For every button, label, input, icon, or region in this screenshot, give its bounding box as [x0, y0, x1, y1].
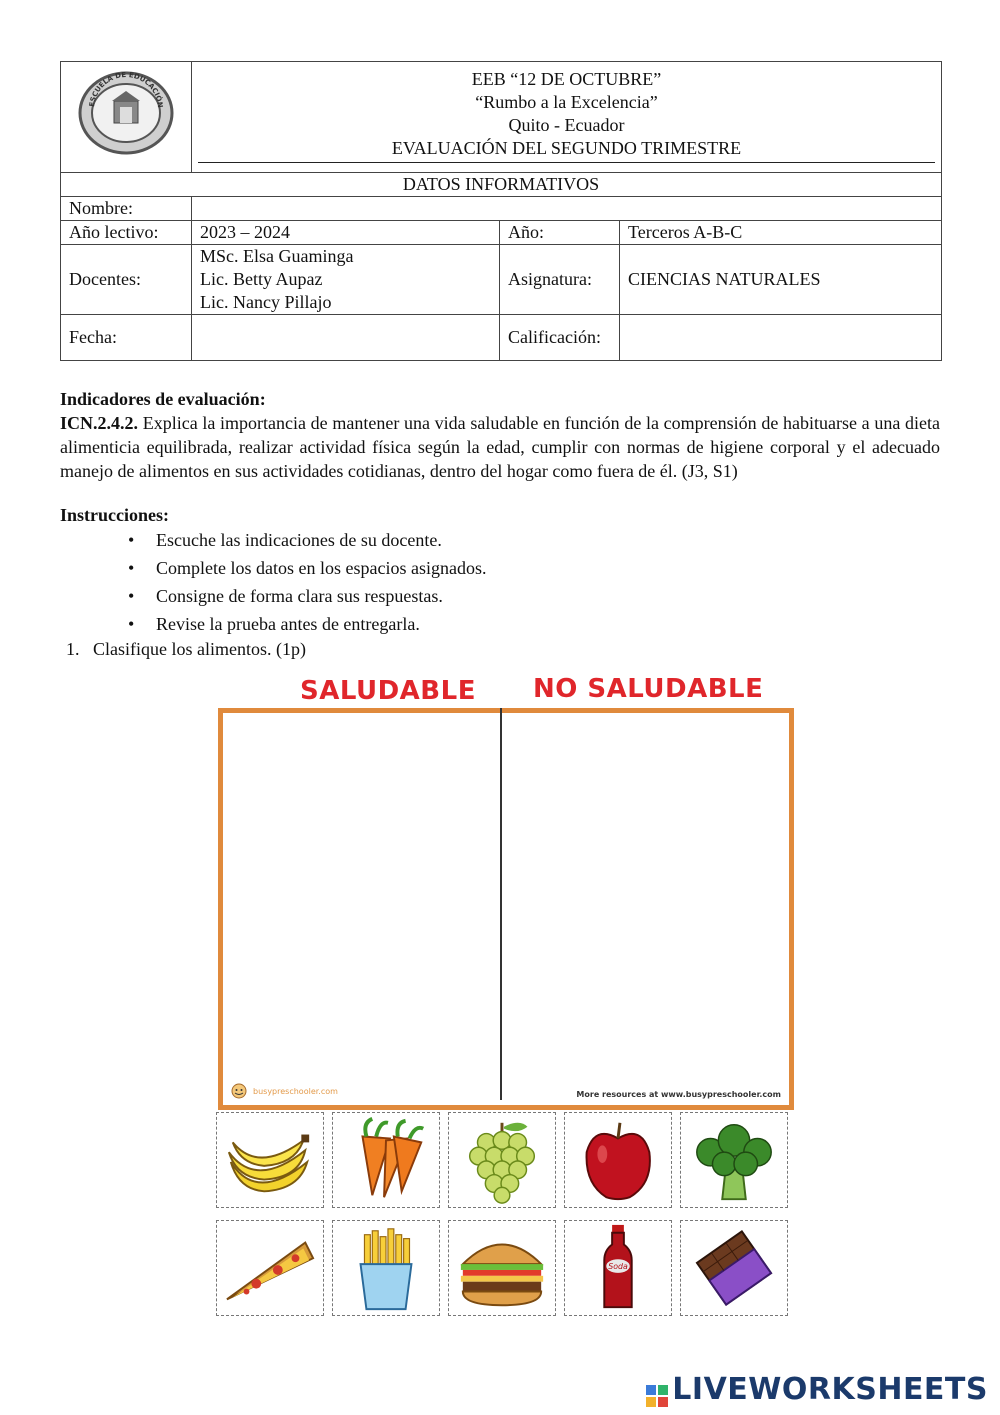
exam-title: EVALUACIÓN DEL SEGUNDO TRIMESTRE	[198, 137, 935, 163]
board-divider	[500, 708, 502, 1100]
food-card-apple[interactable]	[564, 1112, 672, 1208]
food-card-chocolate[interactable]	[680, 1220, 788, 1316]
anio-lectivo-label: Año lectivo:	[61, 221, 192, 245]
school-logo-icon	[76, 69, 176, 159]
indicator-code: ICN.2.4.2.	[60, 413, 139, 433]
food-card-fries[interactable]	[332, 1220, 440, 1316]
credit-right: More resources at www.busypreschooler.com	[576, 1090, 781, 1099]
credit-left-text: busypreschooler.com	[253, 1086, 338, 1096]
carrot-icon	[333, 1113, 439, 1207]
banana-icon	[217, 1113, 323, 1207]
liveworksheets-text: LIVEWORKSHEETS	[672, 1372, 988, 1407]
indicators-paragraph	[60, 411, 940, 483]
food-card-banana[interactable]	[216, 1112, 324, 1208]
food-card-broccoli[interactable]	[680, 1112, 788, 1208]
indicators-heading: Indicadores de evaluación:	[60, 389, 266, 409]
school-name: EEB “12 DE OCTUBRE”	[471, 68, 662, 89]
instruction-item: • Complete los datos en los espacios asignados.	[120, 555, 486, 583]
nombre-label: Nombre:	[61, 197, 192, 221]
food-card-burger[interactable]	[448, 1220, 556, 1316]
instructions-list	[120, 527, 486, 639]
soda-icon	[565, 1221, 671, 1315]
calificacion-field[interactable]	[620, 315, 942, 361]
liveworksheets-watermark	[646, 1372, 988, 1407]
drop-zone-saludable[interactable]	[223, 713, 500, 1105]
fries-icon	[333, 1221, 439, 1315]
asignatura-label: Asignatura:	[500, 245, 620, 315]
fecha-field[interactable]	[192, 315, 500, 361]
calificacion-label: Calificación:	[500, 315, 620, 361]
food-card-grapes[interactable]	[448, 1112, 556, 1208]
sorting-board	[218, 708, 794, 1110]
docente-item: Lic. Betty Aupaz	[200, 269, 323, 289]
liveworksheets-logo-icon	[646, 1380, 668, 1402]
broccoli-icon	[681, 1113, 787, 1207]
drop-zone-no-saludable[interactable]	[503, 713, 789, 1105]
docentes-list	[192, 245, 500, 315]
question-1: 1. Clasifique los alimentos. (1p)	[66, 639, 306, 659]
pizza-icon	[217, 1221, 323, 1315]
section-title: DATOS INFORMATIVOS	[61, 173, 942, 197]
header-table	[60, 61, 942, 361]
asignatura-value: CIENCIAS NATURALES	[620, 245, 942, 315]
docentes-label: Docentes:	[61, 245, 192, 315]
apple-icon	[565, 1113, 671, 1207]
anio-label: Año:	[500, 221, 620, 245]
docente-item: MSc. Elsa Guaminga	[200, 246, 354, 266]
credit-left	[229, 1083, 338, 1099]
food-card-carrot[interactable]	[332, 1112, 440, 1208]
instruction-item: • Consigne de forma clara sus respuestas.	[120, 583, 486, 611]
docente-item: Lic. Nancy Pillajo	[200, 292, 332, 312]
soda-label: Soda	[608, 1261, 628, 1271]
school-city: Quito - Ecuador	[508, 114, 625, 135]
column-title-saludable: SALUDABLE	[300, 676, 476, 706]
school-header	[192, 62, 942, 173]
nombre-field[interactable]	[192, 197, 942, 221]
smiley-icon	[229, 1083, 249, 1099]
instruction-item: • Escuche las indicaciones de su docente.	[120, 527, 486, 555]
food-card-soda[interactable]	[564, 1220, 672, 1316]
school-motto: “Rumbo a la Excelencia”	[475, 91, 658, 112]
instructions-heading: Instrucciones:	[60, 505, 169, 525]
chocolate-icon	[681, 1221, 787, 1315]
anio-value: Terceros A-B-C	[620, 221, 942, 245]
anio-lectivo-value: 2023 – 2024	[192, 221, 500, 245]
burger-icon	[449, 1221, 555, 1315]
food-card-pizza[interactable]	[216, 1220, 324, 1316]
column-title-no-saludable: NO SALUDABLE	[533, 674, 764, 704]
grapes-icon	[449, 1113, 555, 1207]
instruction-item: • Revise la prueba antes de entregarla.	[120, 611, 486, 639]
logo-lettering: ESCUELA DE EDUCACIÓN	[88, 70, 165, 109]
indicator-text: Explica la importancia de mantener una vida saludable en función de la comprensión de habituarse a una dieta alimenticia equilibrada, realizar actividad física según la edad, cumplir con normas de higiene corporal y el adecuado manejo de alimentos en sus actividades cotidianas, dentro del hogar como fuera de él. (J3, S1)	[60, 413, 940, 481]
fecha-label: Fecha:	[61, 315, 192, 361]
school-logo-cell	[61, 62, 192, 173]
